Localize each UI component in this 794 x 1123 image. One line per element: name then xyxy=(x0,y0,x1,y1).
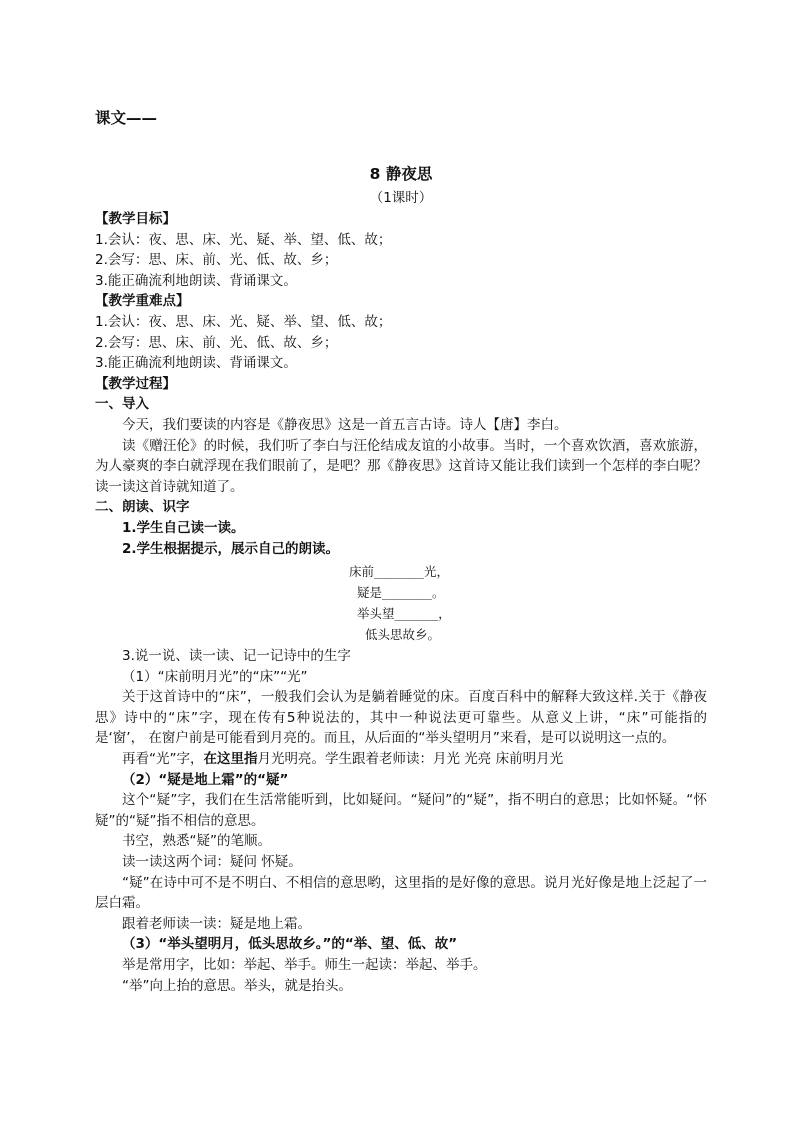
sub-heading: （1）“床前明月光”的“床”“光” xyxy=(122,668,308,685)
paragraph xyxy=(95,749,707,770)
key-item: 1.会认：夜、思、床、光、疑、举、望、低、故； xyxy=(95,313,392,330)
text-run: 月光明亮。学生跟着老师读：月光 光亮 床前明月光 xyxy=(257,751,564,768)
text-run: 再看“光”字， xyxy=(122,751,204,768)
step-heading: 1.学生自己读一读。 xyxy=(122,519,245,536)
paragraph: 关于这首诗中的“床”，一般我们会认为是躺着睡觉的床。百度百科中的解释大致这样.关于《静夜思》诗中的“床”字，现在传有5种说法的，其中一种说法更可靠些。从意义上讲，“床”可能指的是‘窗’， 在窗户前是可能看到月亮的。而且，从后面的“举头望明月”来看，是可以说明这一点的。 xyxy=(95,689,707,747)
sub-heading: （3）“举头望明月，低头思故乡。”的“举、望、低、故” xyxy=(122,936,458,953)
goal-item: 1.会认：夜、思、床、光、疑、举、望、低、故； xyxy=(95,231,392,248)
poem-line: 疑是________。 xyxy=(357,585,445,601)
poem-line: 举头望_______， xyxy=(357,606,451,622)
document-body xyxy=(95,107,707,996)
goals-heading: 【教学目标】 xyxy=(95,211,176,227)
paragraph: 这个“疑”字，我们在生活常能听到，比如疑问。“疑问”的“疑”，指不明白的意思；比如怀疑。“怀疑”的“疑”指不相信的意思。 xyxy=(95,792,707,829)
doc-heading: 课文—— xyxy=(95,109,158,127)
paragraph: 跟着老师读一读：疑是地上霜。 xyxy=(122,915,311,932)
step-heading: 2.学生根据提示，展示自己的朗读。 xyxy=(122,540,340,557)
process-heading: 【教学过程】 xyxy=(95,375,176,392)
keys-heading: 【教学重难点】 xyxy=(95,293,190,310)
key-item: 2.会写：思、床、前、光、低、故、乡； xyxy=(95,334,338,351)
goal-item: 3.能正确流利地朗读、背诵课文。 xyxy=(95,272,297,289)
paragraph: 读《赠汪伦》的时候，我们听了李白与汪伦结成友谊的小故事。当时，一个喜欢饮酒，喜欢旅游，为人豪爽的李白就浮现在我们眼前了，是吧？那《静夜思》这首诗又能让我们读到一个怎样的李白呢？读一读这首诗就知道了。 xyxy=(95,437,707,495)
poem-line: 低头思故乡。 xyxy=(365,627,441,643)
part1-heading: 一、导入 xyxy=(95,396,149,413)
poem-line: 床前________光， xyxy=(349,564,450,580)
poem-block xyxy=(95,561,707,645)
lesson-subtitle: （1课时） xyxy=(369,190,433,206)
step-heading: 3.说一说、读一读、记一记诗中的生字 xyxy=(122,648,351,665)
key-item: 3.能正确流利地朗读、背诵课文。 xyxy=(95,355,297,372)
text-run-bold: 在这里指 xyxy=(203,751,258,768)
paragraph: 举是常用字，比如：举起、举手。师生一起读：举起、举手。 xyxy=(122,957,487,973)
paragraph: 读一读这两个词：疑问 怀疑。 xyxy=(122,854,302,871)
paragraph: 书空，熟悉“疑”的笔顺。 xyxy=(122,833,271,850)
goal-item: 2.会写：思、床、前、光、低、故、乡； xyxy=(95,252,338,269)
sub-heading: （2）“疑是地上霜”的“疑” xyxy=(122,771,289,788)
paragraph: “举”向上抬的意思。举头，就是抬头。 xyxy=(122,977,352,994)
lesson-title: 8 静夜思 xyxy=(369,165,433,183)
part2-heading: 二、朗读、识字 xyxy=(95,499,190,516)
paragraph: “疑”在诗中可不是不明白、不相信的意思哟，这里指的是好像的意思。说月光好像是地上泛起了一层白霜。 xyxy=(95,874,707,912)
paragraph: 今天，我们要读的内容是《静夜思》这是一首五言古诗。诗人【唐】李白。 xyxy=(122,416,568,433)
